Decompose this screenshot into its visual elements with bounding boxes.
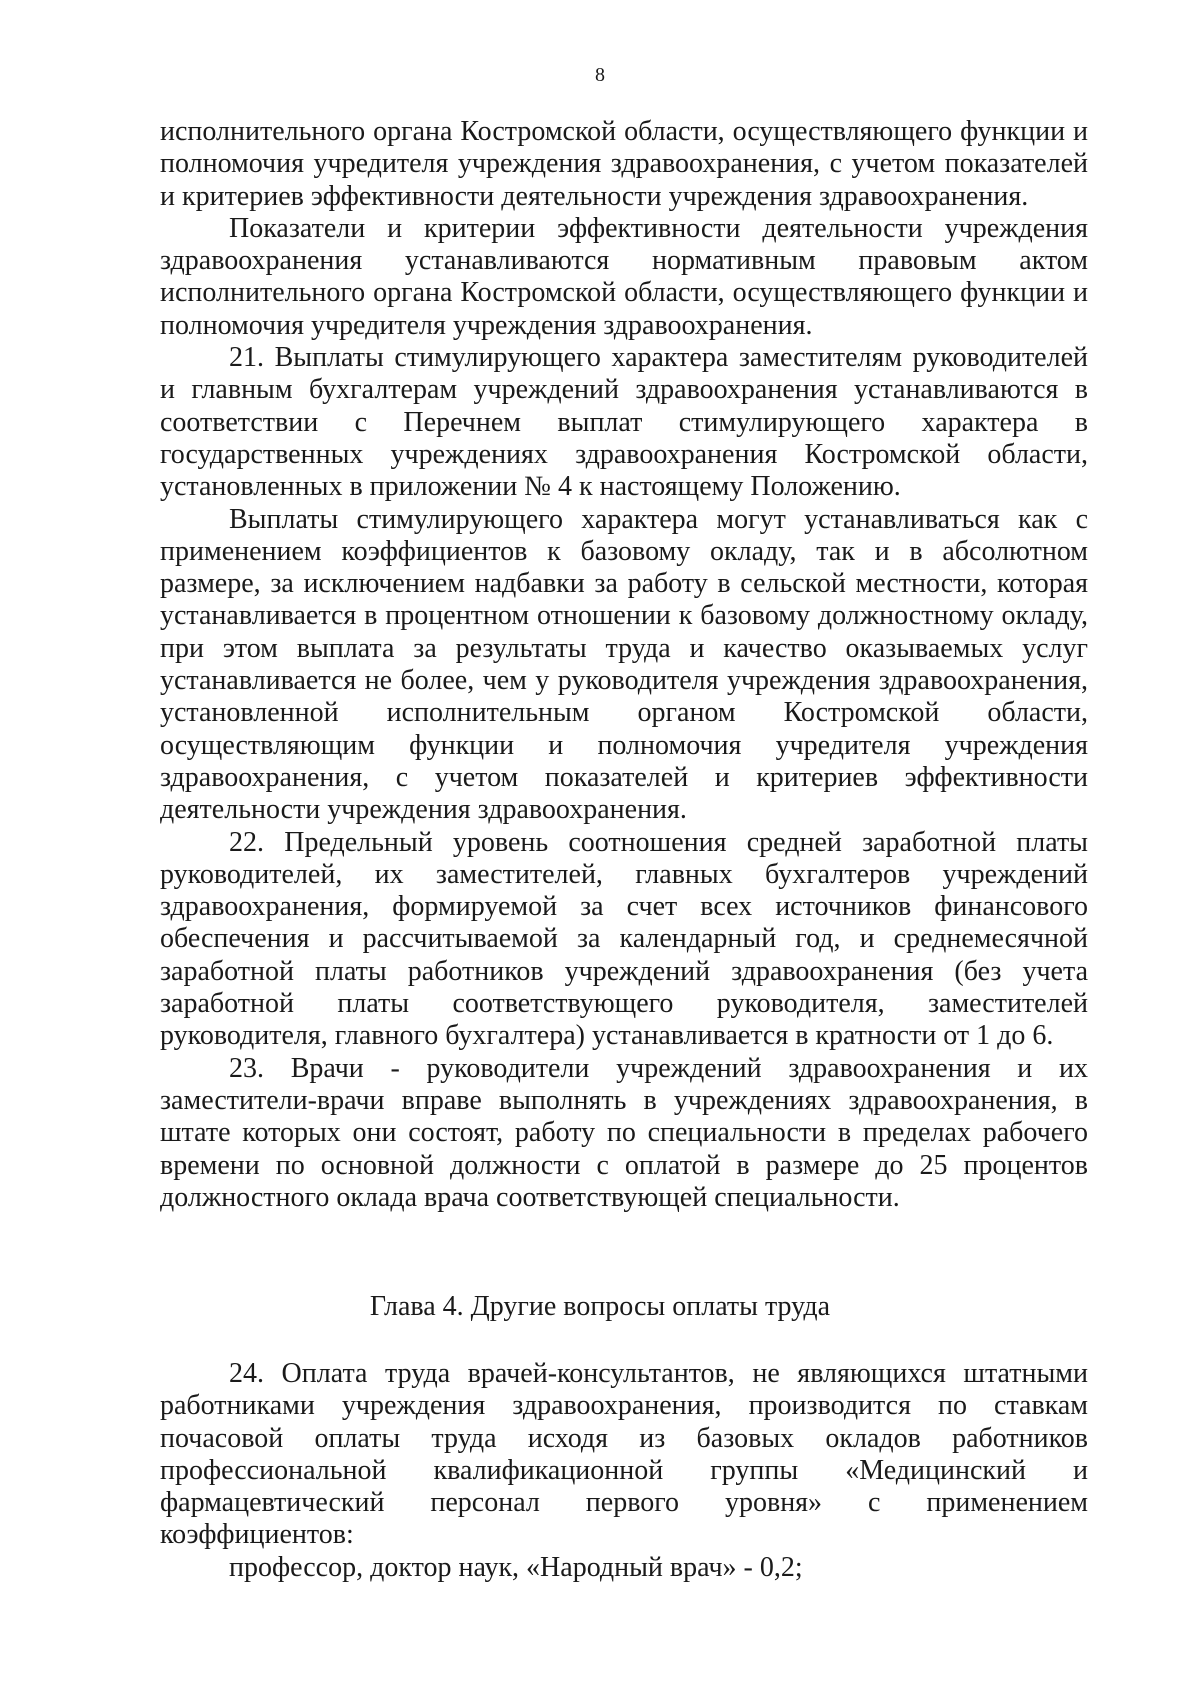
document-body-chapter-4 <box>160 1358 1088 1584</box>
paragraph-stimulating-payments: Выплаты стимулирующего характера могут устанавливаться как с применением коэффициентов к базовому окладу, так и в абсолютном размере, за исключением надбавки за работу в сельской местности, которая устанавливается в процентном отношении к базовому должностному окладу, при этом выплата за результаты труда и качество оказываемых услуг устанавливается не более, чем у руководителя учреждения здравоохранения, установленной исполнительным органом Костромской области, осуществляющим функции и полномочия учредителя учреждения здравоохранения, с учетом показателей и критериев эффективности деятельности учреждения здравоохранения. <box>160 503 1088 826</box>
paragraph-criteria: Показатели и критерии эффективности деятельности учреждения здравоохранения устанавливаются нормативным правовым актом исполнительного органа Костромской области, осуществляющего функции и полномочия учредителя учреждения здравоохранения. <box>160 212 1088 341</box>
paragraph-23: 23. Врачи - руководители учреждений здравоохранения и их заместители-врачи вправе выполнять в учреждениях здравоохранения, в штате которых они состоят, работу по специальности в пределах рабочего времени по основной должности с оплатой в размере до 25 процентов должностного оклада врача соответствующей специальности. <box>160 1052 1088 1213</box>
chapter-heading: Глава 4. Другие вопросы оплаты труда <box>369 1291 831 1322</box>
list-item-professor: профессор, доктор наук, «Народный врач» - 0,2; <box>229 1551 803 1583</box>
page-number: 8 <box>595 64 605 86</box>
paragraph-continuation: исполнительного органа Костромской области, осуществляющего функции и полномочия учредителя учреждения здравоохранения, с учетом показателей и критериев эффективности деятельности учреждения здравоохранения. <box>160 116 1088 212</box>
document-body <box>160 116 1088 1214</box>
paragraph-22: 22. Предельный уровень соотношения средней заработной платы руководителей, их заместителей, главных бухгалтеров учреждений здравоохранения, формируемой за счет всех источников финансового обеспечения и рассчитываемой за календарный год, и среднемесячной заработной платы работников учреждений здравоохранения (без учета заработной платы соответствующего руководителя, заместителей руководителя, главного бухгалтера) устанавливается в кратности от 1 до 6. <box>160 826 1088 1052</box>
paragraph-24: 24. Оплата труда врачей-консультантов, не являющихся штатными работниками учреждения здравоохранения, производится по ставкам почасовой оплаты труда исходя из базовых окладов работников профессиональной квалификационной группы «Медицинский и фармацевтический персонал первого уровня» с применением коэффициентов: <box>160 1358 1088 1551</box>
paragraph-21: 21. Выплаты стимулирующего характера заместителям руководителей и главным бухгалтерам учреждений здравоохранения устанавливаются в соответствии с Перечнем выплат стимулирующего характера в государственных учреждениях здравоохранения Костромской области, установленных в приложении № 4 к настоящему Положению. <box>160 342 1088 503</box>
